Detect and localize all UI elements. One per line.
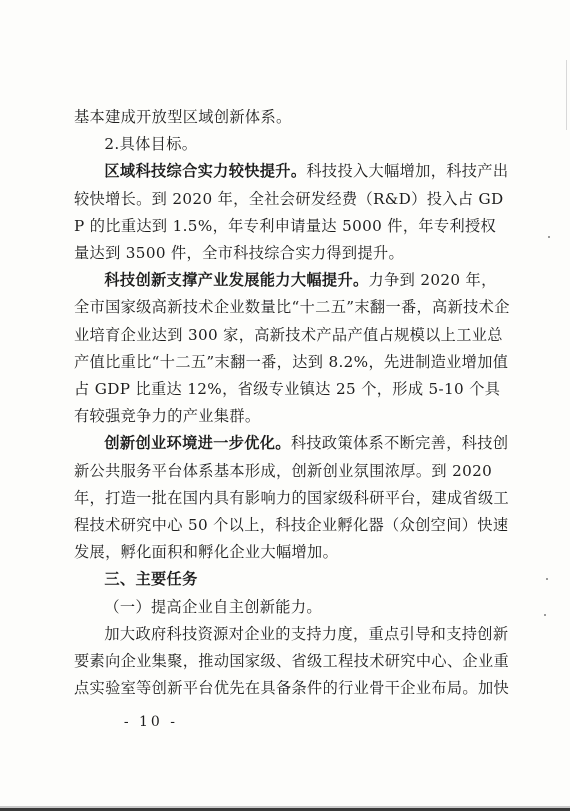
goal-2-body: 力争到 2020 年，全市国家级高新技术企业数量比“十二五”末翻一番，高新技术企业培育企业达到 300 家，高新技术产品产值占规模以上工业总产值比重比“十二五”末翻一番，达到 8.2%，先进制造业增加值占 GDP 比重达 12%，省级专业镇达 25 个，形成 5-10 个具有较强竞争力的产业集群。 — [74, 271, 510, 426]
page-number: - 10 - — [123, 714, 178, 730]
goal-3-body: 科技政策体系不断完善，科技创新公共服务平台体系基本形成，创新创业氛围浓厚。到 2020 年，打造一批在国内具有影响力的国家级科研平台，建成省级工程技术研究中心 50 个以上，科技企业孵化器（众创空间）快速发展，孵化面积和孵化企业大幅增加。 — [74, 434, 510, 562]
subsection-heading: （一）提高企业自主创新能力。 — [104, 597, 322, 616]
scan-speck — [546, 578, 548, 580]
goal-paragraph-2 — [74, 267, 510, 430]
section-heading: 三、主要任务 — [104, 570, 198, 589]
goal-paragraph-1 — [74, 158, 510, 267]
task-paragraph: 加大政府科技资源对企业的支持力度，重点引导和支持创新要素向企业集聚，推动国家级、省级工程技术研究中心、企业重点实验室等创新平台优先在具备条件的行业骨干企业布局。加快 — [74, 624, 510, 698]
specific-goals-heading: 2.具体目标。 — [104, 135, 198, 154]
goal-1-body: 科技投入大幅增加，科技产出较快增长。到 2020 年，全社会研发经费（R&D）投入占 GDP 的比重达到 1.5%，年专利申请量达 5000 件，年专利授权量达到 3500 件，全市科技综合实力得到提升。 — [74, 162, 509, 263]
scan-speck — [548, 236, 550, 238]
scan-margin-mark — [566, 60, 567, 130]
goal-paragraph-3 — [74, 430, 510, 566]
goal-3-lead: 创新创业环境进一步优化。 — [104, 434, 291, 453]
goal-1-lead: 区域科技综合实力较快提升。 — [104, 162, 307, 181]
document-body — [74, 104, 510, 702]
intro-line: 基本建成开放型区域创新体系。 — [74, 108, 292, 126]
goal-2-lead: 科技创新支撑产业发展能力大幅提升。 — [104, 271, 369, 290]
scan-speck — [544, 614, 546, 616]
